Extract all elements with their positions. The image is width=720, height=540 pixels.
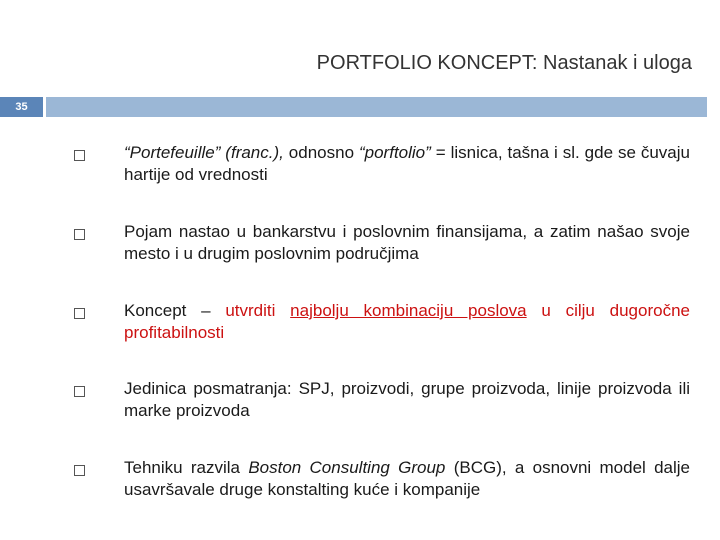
checkbox-bullet-icon xyxy=(74,386,85,397)
text: (BCG), a osnovni model dalje usavršavale druge konstalting kuće i kompanije xyxy=(124,458,691,499)
text: Koncept – xyxy=(124,301,226,320)
text-red-underlined: najbolju kombinaciju poslova xyxy=(290,301,527,320)
text: odnosno xyxy=(283,143,359,162)
list-item xyxy=(74,457,690,501)
text-italic: “porftolio” xyxy=(358,143,431,162)
list-item xyxy=(74,142,690,186)
checkbox-bullet-icon xyxy=(74,150,85,161)
checkbox-bullet-icon xyxy=(74,229,85,240)
text: = lisnica, tašna i sl. gde se čuvaju hartije od vrednosti xyxy=(124,143,690,184)
text-italic: “Portefeuille” (franc.), xyxy=(124,143,284,162)
text-red: u cilju dugoročne profitabilnosti xyxy=(124,301,690,342)
checkbox-bullet-icon xyxy=(74,465,85,476)
text: Tehniku razvila xyxy=(124,458,249,477)
bullet-text: Jedinica posmatranja: SPJ, proizvodi, grupe proizvoda, linije proizvoda ili marke proizvoda xyxy=(124,379,690,420)
slide-title: PORTFOLIO KONCEPT: Nastanak i uloga xyxy=(316,52,692,74)
bullet-text xyxy=(124,300,690,344)
checkbox-bullet-icon xyxy=(74,308,85,319)
bullet-text xyxy=(124,457,690,501)
bullet-text: Pojam nastao u bankarstvu i poslovnim finansijama, a zatim našao svoje mesto i u drugim poslovnim područjima xyxy=(124,222,690,263)
bullet-text xyxy=(124,142,690,186)
list-item xyxy=(74,221,690,265)
list-item xyxy=(74,300,690,344)
text-italic: Boston Consulting Group xyxy=(248,458,446,477)
list-item xyxy=(74,378,690,422)
text-red: utvrditi xyxy=(225,301,291,320)
slide-number: 35 xyxy=(0,97,43,117)
